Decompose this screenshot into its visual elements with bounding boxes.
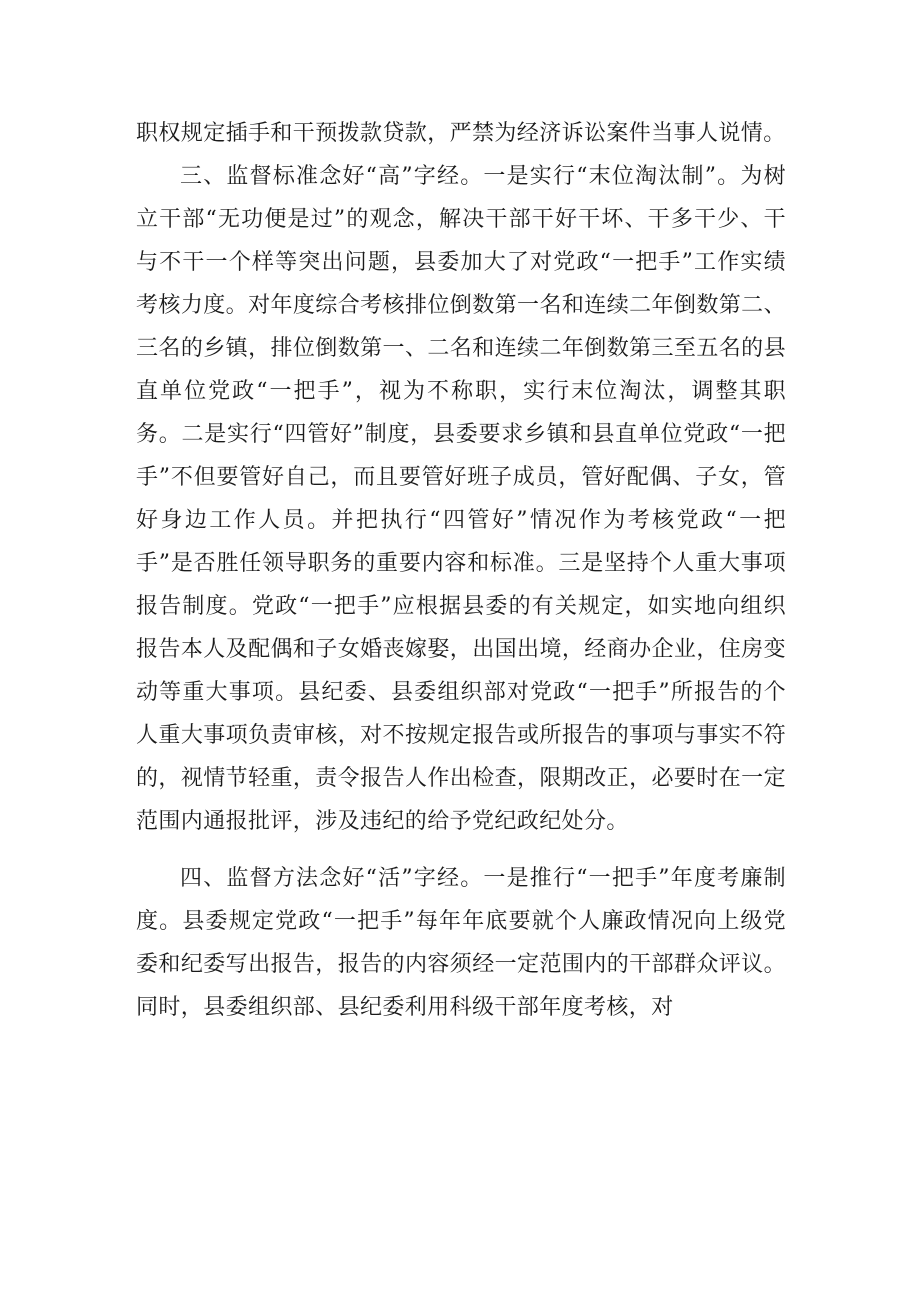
paragraph-continuation: 职权规定插手和干预拨款贷款，严禁为经济诉讼案件当事人说情。 bbox=[136, 121, 786, 146]
paragraph-section-four: 四、监督方法念好“活”字经。一是推行“一把手”年度考廉制度。县委规定党政“一把手”每年年底要就个人廉政情况向上级党委和纪委写出报告，报告的内容须经一定范围内的干部群众评议。同时，县委组织部、县纪委利用科级干部年度考核，对 bbox=[136, 866, 786, 1020]
paragraph-section-three: 三、监督标准念好“高”字经。一是实行“末位淘汰制”。为树立干部“无功便是过”的观念，解决干部干好干坏、干多干少、干与不干一个样等突出问题，县委加大了对党政“一把手”工作实绩考核力度。对年度综合考核排位倒数第一名和连续二年倒数第二、三名的乡镇，排位倒数第一、二名和连续二年倒数第三至五名的县直单位党政“一把手”，视为不称职，实行末位淘汰，调整其职务。二是实行“四管好”制度，县委要求乡镇和县直单位党政“一把手”不但要管好自己，而且要管好班子成员，管好配偶、子女，管好身边工作人员。并把执行“四管好”情况作为考核党政“一把手”是否胜任领导职务的重要内容和标准。三是坚持个人重大事项报告制度。党政“一把手”应根据县委的有关规定，如实地向组织报告本人及配偶和子女婚丧嫁娶，出国出境，经商办企业，住房变动等重大事项。县纪委、县委组织部对党政“一把手”所报告的个人重大事项负责审核，对不按规定报告或所报告的事项与事实不符的，视情节轻重，责令报告人作出检查，限期改正，必要时在一定范围内通报批评，涉及违纪的给予党纪政纪处分。 bbox=[136, 164, 786, 834]
document-body bbox=[136, 112, 786, 1029]
